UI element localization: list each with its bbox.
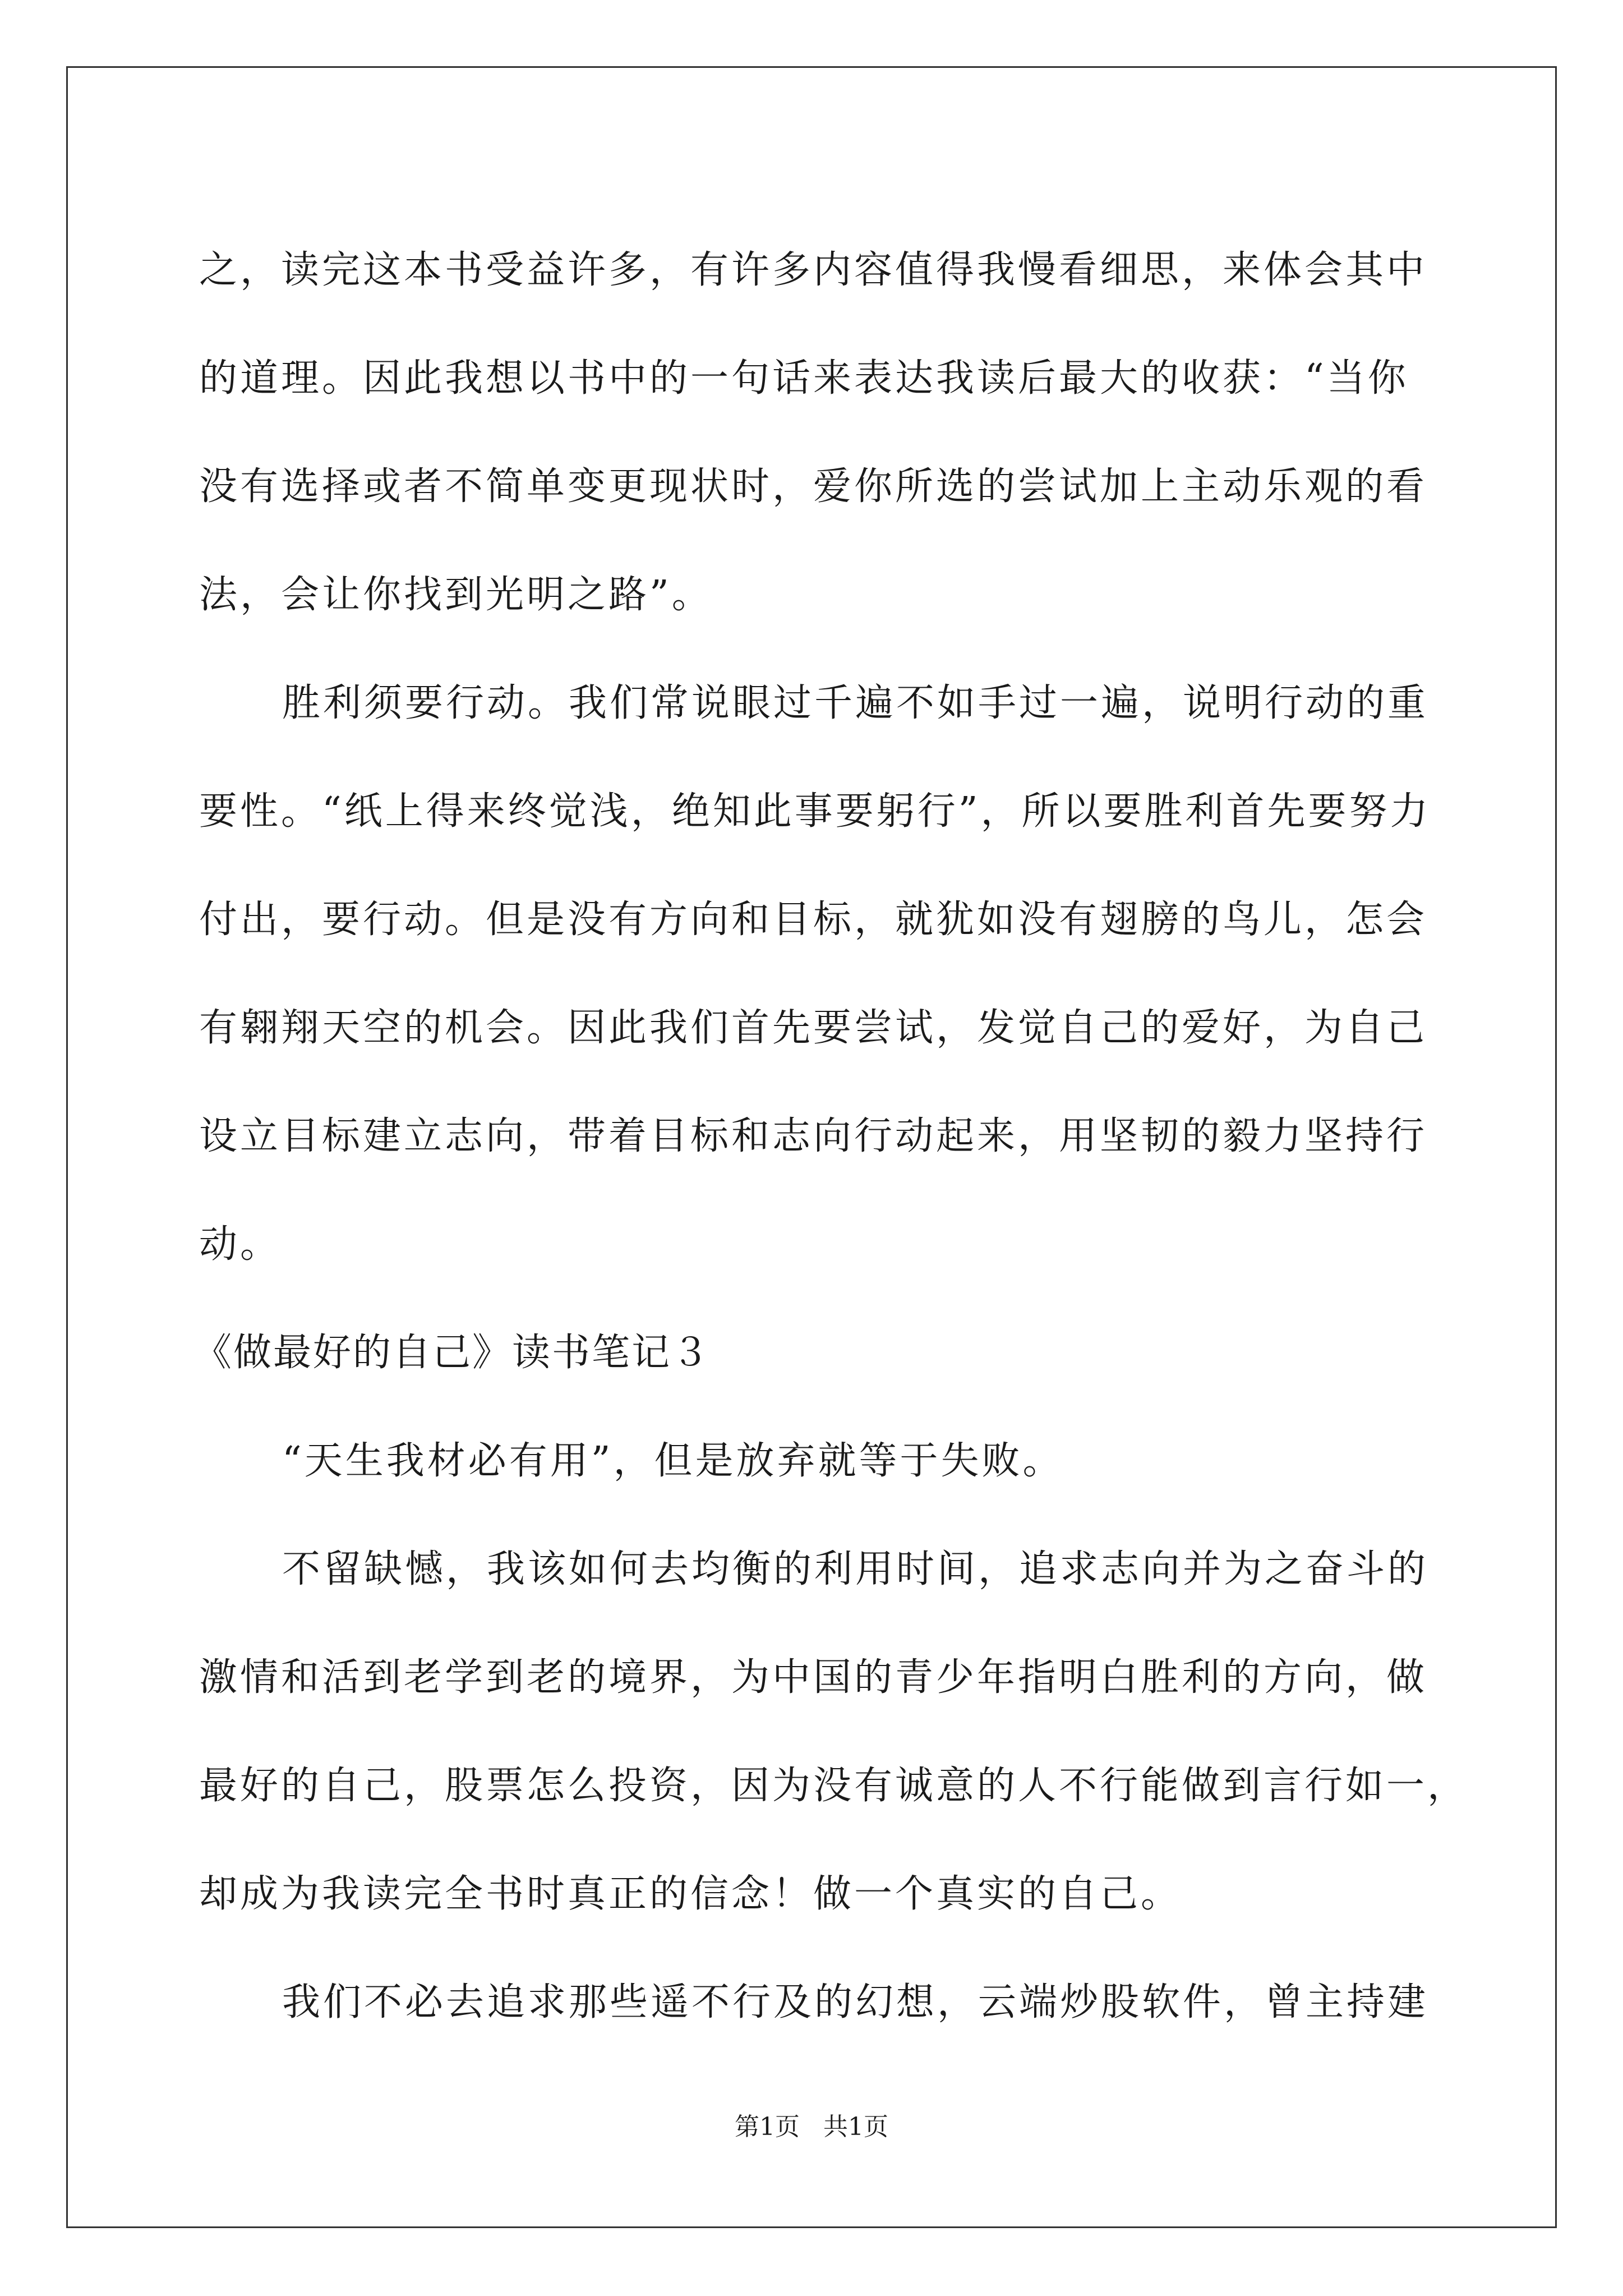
- text-line-6: 要性。“纸上得来终觉浅，绝知此事要躬行”，所以要胜利首先要努力: [199, 789, 1431, 834]
- text-line-16: 却成为我读完全书时真正的信念！做一个真实的自己。: [199, 1872, 1182, 1916]
- document-body: [193, 216, 1469, 2056]
- text-line-13: 不留缺憾，我该如何去均衡的利用时间，追求志向并为之奋斗的: [282, 1547, 1429, 1591]
- text-line-7: 付出，要行动。但是没有方向和目标，就犹如没有翅膀的鸟儿，怎会: [199, 898, 1428, 942]
- text-line-8: 有翱翔天空的机会。因此我们首先要尝试，发觉自己的爱好，为自己: [199, 1006, 1428, 1050]
- text-line-15: 最好的自己，股票怎么投资，因为没有诚意的人不行能做到言行如一，: [199, 1764, 1469, 1808]
- text-line-5: 胜利须要行动。我们常说眼过千遍不如手过一遍，说明行动的重: [282, 681, 1429, 725]
- section-heading: 《做最好的自己》读书笔记３: [193, 1331, 712, 1375]
- text-line-3: 没有选择或者不简单变更现状时，爱你所选的尝试加上主动乐观的看: [199, 464, 1428, 509]
- text-line-12: “天生我材必有用”，但是放弃就等于失败。: [282, 1439, 1064, 1483]
- text-line-17: 我们不必去追求那些遥不行及的幻想，云端炒股软件，曾主持建: [282, 1980, 1429, 2024]
- text-line-2: 的道理。因此我想以书中的一句话来表达我读后最大的收获：“当你: [199, 356, 1409, 401]
- text-line-10: 动。: [199, 1222, 282, 1267]
- text-line-1: 之，读完这本书受益许多，有许多内容值得我慢看细思，来体会其中: [199, 248, 1428, 292]
- page-number: 第1页: [735, 2113, 800, 2141]
- text-line-9: 设立目标建立志向，带着目标和志向行动起来，用坚韧的毅力坚持行: [199, 1114, 1428, 1158]
- text-line-4: 法，会让你找到光明之路”。: [199, 573, 713, 617]
- text-line-14: 激情和活到老学到老的境界，为中国的青少年指明白胜利的方向，做: [199, 1655, 1428, 1700]
- page-footer: [0, 2110, 1623, 2144]
- page-total: 共1页: [823, 2113, 888, 2141]
